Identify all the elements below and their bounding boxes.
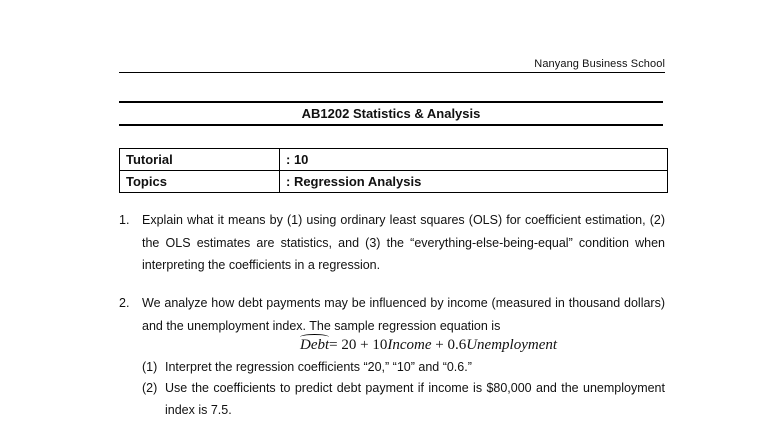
course-title: AB1202 Statistics & Analysis [301, 106, 481, 121]
info-value-tutorial: : 10 [280, 149, 668, 171]
question-1-number: 1. [119, 213, 130, 227]
regression-equation [300, 337, 557, 354]
question-2 [119, 292, 665, 337]
question-2-part-2 [142, 377, 665, 421]
question-2-text: We analyze how debt payments may be influenced by income (measured in thousand dollars) and the unemployment index. The sample regression equation is [142, 296, 665, 333]
part-2-text: Use the coefficients to predict debt payment if income is $80,000 and the unemployment index is 7.5. [165, 381, 665, 417]
equation-var-income: Income [387, 337, 432, 353]
title-bottom-rule [119, 124, 663, 126]
school-name: Nanyang Business School [534, 58, 665, 70]
question-2-part-1 [142, 356, 665, 378]
equation-intercept: = 20 + 10 [329, 337, 388, 353]
question-1-text: Explain what it means by (1) using ordinary least squares (OLS) for coefficient estimation, (2) the OLS estimates are statistics, and (3) the “everything-else-being-equal” condition when interpreting the coefficients in a regression. [142, 213, 665, 272]
info-key-topics: Topics [120, 171, 280, 193]
info-row-topics [120, 171, 668, 193]
info-row-tutorial [120, 149, 668, 171]
question-1 [119, 209, 665, 277]
part-1-text: Interpret the regression coefficients “20,” “10” and “0.6.” [165, 360, 472, 374]
info-value-topics: : Regression Analysis [280, 171, 668, 193]
tutorial-info-table [119, 148, 668, 193]
equation-mid: + 0.6 [431, 337, 467, 353]
info-key-tutorial: Tutorial [120, 149, 280, 171]
title-top-rule [119, 101, 663, 103]
equation-lhs: Debt [300, 337, 330, 353]
question-2-number: 2. [119, 296, 130, 310]
header-divider [119, 72, 665, 73]
part-2-number: (2) [142, 381, 158, 395]
part-1-number: (1) [142, 360, 158, 374]
equation-var-unemployment: Unemployment [466, 337, 558, 353]
